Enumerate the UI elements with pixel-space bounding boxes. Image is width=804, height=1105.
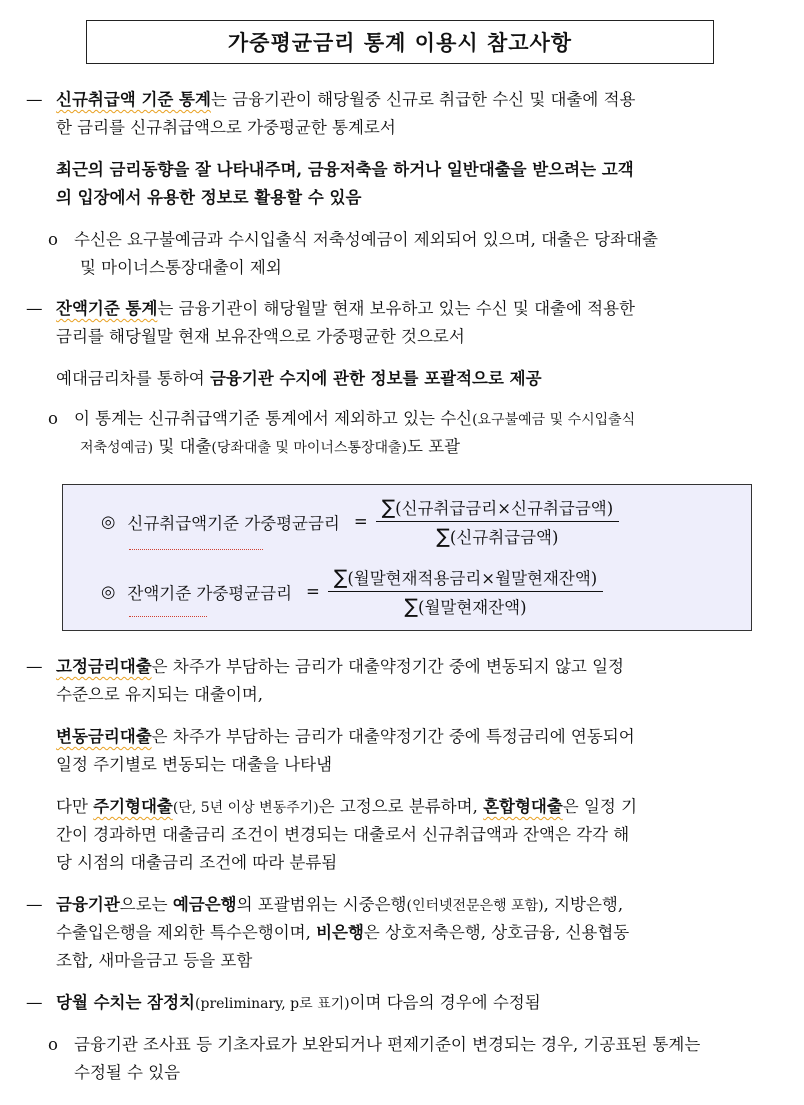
s3-term-hybrid: 혼합형대출 (483, 797, 563, 816)
s1-line3: 최근의 금리동향을 잘 나타내주며, 금융저축을 하거나 일반대출을 받으려는 고객 (56, 160, 634, 179)
s3-term-variable: 변동금리대출 (56, 727, 152, 746)
s1-line2: 한 금리를 신규취급액으로 가중평균한 통계로서 (56, 118, 396, 137)
s2-text: 는 금융기관이 해당월말 현재 보유하고 있는 수신 및 대출에 적용한 (157, 299, 635, 318)
equals-sign: = (306, 582, 320, 601)
s3-term-periodic: 주기형대출 (93, 797, 173, 816)
formula-1-label: 신규취급액기준 가중평균금리 (127, 513, 340, 533)
formula-box (62, 484, 752, 631)
s1-text: 는 금융기관이 해당월중 신규로 취급한 수신 및 대출에 적용 (210, 90, 636, 109)
s4-b1: 수출입은행을 제외한 특수은행이며, (56, 923, 317, 942)
formula-row-1 (101, 495, 619, 548)
s3-line7: 당 시점의 대출금리 조건에 따라 분류됨 (56, 853, 338, 872)
s4-a3: , 지방은행, (543, 895, 624, 914)
s4-term-nonbank: 비은행 (316, 923, 364, 942)
s5-rest: 이며 다음의 경우에 수정됨 (349, 993, 541, 1012)
s2-sub1 (74, 404, 786, 435)
s3-text1: 은 차주가 부담하는 금리가 대출약정기간 중에 변동되지 않고 일정 (151, 657, 624, 676)
s3-end: 은 일정 기 (562, 797, 638, 816)
formula-2-numerator (328, 565, 603, 592)
dash-bullet: — (26, 993, 43, 1012)
s4-b2: 은 상호저축은행, 상호금융, 신용협동 (363, 923, 630, 942)
s2-line3 (56, 364, 786, 394)
s2-sub-small2: (당좌대출 및 마이너스통장대출) (211, 440, 408, 456)
circle-bullet: o (48, 1035, 58, 1054)
s3-line2: 수준으로 유지되는 대출이며, (56, 685, 264, 704)
formula-1-numerator (376, 495, 619, 522)
s4-a2: 의 포괄범위는 시중은행 (236, 895, 407, 914)
formula-2-fraction (328, 565, 603, 618)
dash-bullet: — (26, 895, 43, 914)
underline-mark (129, 549, 263, 550)
s2-line2: 금리를 해당월말 현재 보유잔액으로 가중평균한 것으로서 (56, 327, 465, 346)
s4-a1: 으로는 (119, 895, 173, 914)
s3-text2: 은 차주가 부담하는 금리가 대출약정기간 중에 특정금리에 연동되어 (151, 727, 635, 746)
s4-line2 (56, 918, 786, 948)
formula-1-den-text: (신규취급금액) (449, 528, 559, 547)
equals-sign: = (353, 512, 368, 531)
sigma-icon: ∑ (436, 524, 450, 548)
formula-1-fraction (376, 495, 619, 548)
sigma-icon: ∑ (333, 565, 348, 589)
s2-sub-end: 도 포괄 (407, 437, 461, 456)
s2-sub-small1: 저축성예금) (80, 440, 154, 456)
s3-pre: 다만 (56, 797, 94, 816)
formula-mark: ◎ (101, 512, 116, 531)
underline-mark (129, 616, 207, 617)
s2-text2: 예대금리차를 통하여 (56, 369, 210, 388)
s1-sub2: 및 마이너스통장대출이 제외 (80, 258, 282, 277)
s2-term: 잔액기준 통계 (56, 299, 158, 318)
s3-line6: 간이 경과하면 대출금리 조건이 변경되는 대출로서 신규취급액과 잔액은 각각 해 (56, 825, 630, 844)
formula-1-denominator (436, 522, 558, 548)
s2-sub2 (80, 432, 786, 463)
formula-mark: ◎ (101, 582, 116, 601)
s1-line1 (56, 85, 786, 115)
s2-sub-text: 이 통계는 신규취급액기준 통계에서 제외하고 있는 수신 (74, 409, 473, 428)
formula-1-num-text: (신규취급금리×신규취급금액) (395, 499, 614, 518)
s5-sub1: 금융기관 조사표 등 기초자료가 보완되거나 편제기준이 변경되는 경우, 기공표된 통계는 (74, 1035, 701, 1054)
s3-small: (단, 5년 이상 변동주기) (172, 800, 319, 816)
s2-sub-small: (요구불예금 및 수시입출식 (472, 412, 636, 428)
dash-bullet: — (26, 90, 43, 109)
sigma-icon: ∑ (404, 594, 419, 618)
s3-mid: 은 고정으로 분류하며, (318, 797, 484, 816)
s1-line4: 의 입장에서 유용한 정보로 활용할 수 있음 (56, 188, 362, 207)
s5-sub2: 수정될 수 있음 (74, 1063, 181, 1082)
s5-term: 당월 수치는 잠정치 (56, 993, 196, 1012)
s4-line1 (56, 890, 786, 921)
s4-line3: 조합, 새마을금고 등을 포함 (56, 951, 253, 970)
formula-2-label: 잔액기준 가중평균금리 (127, 583, 293, 603)
page-title: 가중평균금리 통계 이용시 참고사항 (86, 20, 714, 64)
formula-2-num-text: (월말현재적용금리×월말현재잔액) (347, 569, 598, 588)
s1-sub1: 수신은 요구불예금과 수시입출식 저축성예금이 제외되어 있으며, 대출은 당좌대출 (74, 230, 658, 249)
formula-2-den-text: (월말현재잔액) (418, 598, 527, 617)
s4-term-fin: 금융기관 (56, 895, 120, 914)
formula-row-2 (101, 565, 603, 618)
s2-bold: 금융기관 수지에 관한 정보를 포괄적으로 제공 (209, 369, 542, 388)
s4-small: (인터넷전문은행 포함) (406, 898, 544, 914)
s5-line1 (56, 988, 786, 1019)
s2-line1 (56, 294, 786, 324)
s4-term-bank: 예금은행 (172, 895, 237, 914)
s3-line4: 일정 주기별로 변동되는 대출을 나타냄 (56, 755, 333, 774)
s3-line1 (56, 652, 786, 682)
s3-line3 (56, 722, 786, 752)
circle-bullet: o (48, 409, 58, 428)
s5-small: (preliminary, p로 표기) (195, 996, 350, 1012)
dash-bullet: — (26, 657, 43, 676)
s3-term-fixed: 고정금리대출 (56, 657, 152, 676)
s1-term: 신규취급액 기준 통계 (56, 90, 211, 109)
circle-bullet: o (48, 230, 58, 249)
s3-line5 (56, 792, 786, 823)
s2-sub-mid: 및 대출 (153, 437, 212, 456)
formula-2-denominator (405, 592, 527, 618)
sigma-icon: ∑ (381, 495, 396, 519)
dash-bullet: — (26, 299, 43, 318)
